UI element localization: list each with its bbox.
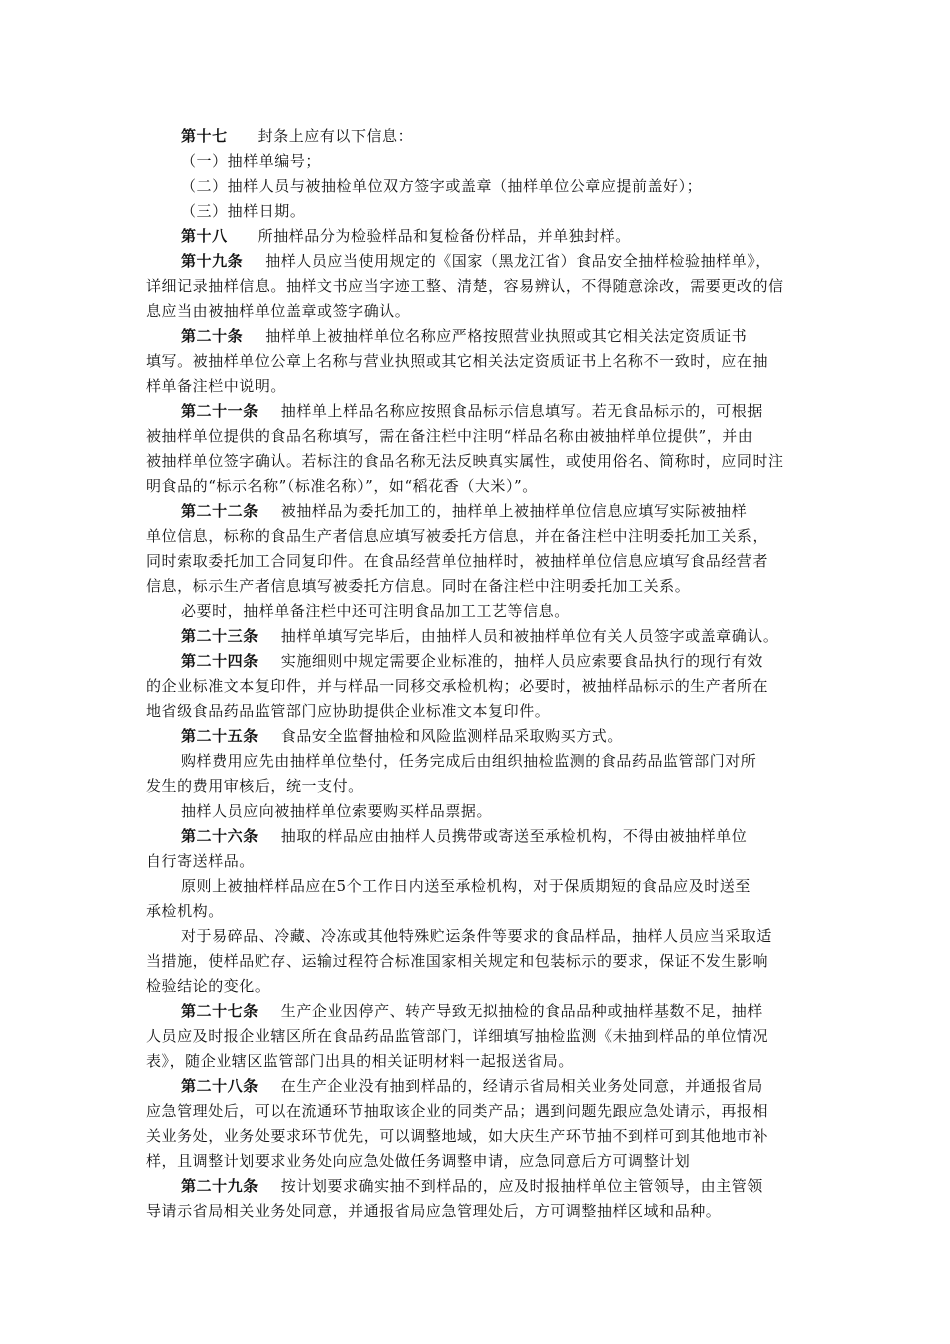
paragraph: 必要时，抽样单备注栏中还可注明食品加工工艺等信息。 (181, 602, 570, 620)
text-line: 人员应及时报企业辖区所在食品药品监管部门，详细填写抽检监测《未抽到样品的单位情况 (146, 1027, 769, 1045)
article-28 (146, 1074, 818, 1099)
paragraph: 原则上被抽样样品应在5个工作日内送至承检机构，对于保质期短的食品应及时送至 (181, 877, 751, 895)
article-heading: 第二十八条 (181, 1077, 259, 1095)
article-text: 抽样单上被抽样单位名称应严格按照营业执照或其它相关法定资质证书 (265, 327, 748, 345)
text-line: 被抽样单位提供的食品名称填写，需在备注栏中注明“样品名称由被抽样单位提供”，并由 (146, 427, 754, 445)
article-text: 抽样人员应当使用规定的《国家（黑龙江省）食品安全抽样检验抽样单》， (265, 252, 771, 270)
article-18 (146, 224, 818, 249)
text-line: 导请示省局相关业务处同意，并通报省局应急管理处后，方可调整抽样区域和品种。 (146, 1202, 722, 1220)
text-line: 填写。被抽样单位公章上名称与营业执照或其它相关法定资质证书上名称不一致时，应在抽 (146, 352, 769, 370)
text-line: 关业务处，业务处要求环节优先，可以调整地域，如大庆生产环节抽不到样可到其他地市补 (146, 1127, 769, 1145)
article-27 (146, 999, 818, 1024)
article-text: 被抽样品为委托加工的，抽样单上被抽样单位信息应填写实际被抽样 (280, 502, 748, 520)
article-heading: 第二十六条 (181, 827, 259, 845)
text-line: 样单备注栏中说明。 (146, 377, 286, 395)
text-line: 承检机构。 (146, 902, 224, 920)
text-line: 息应当由被抽样单位盖章或签字确认。 (146, 302, 411, 320)
text-line: 发生的费用审核后，统一支付。 (146, 777, 364, 795)
article-26 (146, 824, 818, 849)
article-text: 在生产企业没有抽到样品的，经请示省局相关业务处同意，并通报省局 (280, 1077, 763, 1095)
article-22 (146, 499, 818, 524)
text-line: 地省级食品药品监管部门应协助提供企业标准文本复印件。 (146, 702, 551, 720)
article-17 (146, 124, 818, 149)
text-line: 单位信息，标称的食品生产者信息应填写被委托方信息，并在备注栏中注明委托加工关系， (146, 527, 769, 545)
article-heading: 第二十五条 (181, 727, 259, 745)
text-line: 信息，标示生产者信息填写被委托方信息。同时在备注栏中注明委托加工关系。 (146, 577, 691, 595)
article-text: 按计划要求确实抽不到样品的，应及时报抽样单位主管领导，由主管领 (280, 1177, 763, 1195)
text-line: 样，且调整计划要求业务处向应急处做任务调整申请，应急同意后方可调整计划 (146, 1152, 691, 1170)
article-19 (146, 249, 818, 274)
list-item: （二）抽样人员与被抽检单位双方签字或盖章（抽样单位公章应提前盖好）； (181, 177, 703, 195)
article-25 (146, 724, 818, 749)
article-heading: 第二十三条 (181, 627, 259, 645)
paragraph: 抽样人员应向被抽样单位索要购买样品票据。 (181, 802, 493, 820)
article-heading: 第十九条 (181, 252, 244, 270)
text-line: 检验结论的变化。 (146, 977, 271, 995)
paragraph: 购样费用应先由抽样单位垫付，任务完成后由组织抽检监测的食品药品监管部门对所 (181, 752, 757, 770)
text-line: 表》，随企业辖区监管部门出具的相关证明材料一起报送省局。 (146, 1052, 574, 1070)
list-item: （三）抽样日期。 (181, 202, 306, 220)
text-line: 自行寄送样品。 (146, 852, 255, 870)
paragraph: 对于易碎品、冷藏、冷冻或其他特殊贮运条件等要求的食品样品，抽样人员应当采取适 (181, 927, 772, 945)
article-text: 抽取的样品应由抽样人员携带或寄送至承检机构，不得由被抽样单位 (280, 827, 748, 845)
article-text: 抽样单填写完毕后，由抽样人员和被抽样单位有关人员签字或盖章确认。 (280, 627, 779, 645)
article-text: 食品安全监督抽检和风险监测样品采取购买方式。 (280, 727, 623, 745)
text-line: 当措施，使样品贮存、运输过程符合标准国家相关规定和包装标示的要求，保证不发生影响 (146, 952, 769, 970)
article-heading: 第二十条 (181, 327, 244, 345)
text-line: 应急管理处后，可以在流通环节抽取该企业的同类产品；遇到问题先跟应急处请示，再报相 (146, 1102, 769, 1120)
article-21 (146, 399, 818, 424)
text-line: 同时索取委托加工合同复印件。在食品经营单位抽样时，被抽样单位信息应填写食品经营者 (146, 552, 769, 570)
article-20 (146, 324, 818, 349)
article-29 (146, 1174, 818, 1199)
article-heading: 第十八 (181, 227, 228, 245)
document-body (146, 124, 818, 1224)
article-text: 封条上应有以下信息： (257, 127, 414, 145)
article-text: 生产企业因停产、转产导致无拟抽检的食品品种或抽样基数不足，抽样 (280, 1002, 763, 1020)
article-heading: 第十七 (181, 127, 228, 145)
text-line: 明食品的“标示名称”（标准名称）”，如“稻花香（大米）”。 (146, 477, 538, 495)
article-heading: 第二十七条 (181, 1002, 259, 1020)
article-23 (146, 624, 818, 649)
article-heading: 第二十一条 (181, 402, 259, 420)
article-heading: 第二十四条 (181, 652, 259, 670)
article-24 (146, 649, 818, 674)
text-line: 被抽样单位签字确认。若标注的食品名称无法反映真实属性，或使用俗名、简称时，应同时注 (146, 452, 784, 470)
article-heading: 第二十九条 (181, 1177, 259, 1195)
text-line: 的企业标准文本复印件，并与样品一同移交承检机构；必要时，被抽样品标示的生产者所在 (146, 677, 769, 695)
article-text: 所抽样品分为检验样品和复检备份样品，并单独封样。 (257, 227, 631, 245)
list-item: （一）抽样单编号； (181, 152, 321, 170)
article-heading: 第二十二条 (181, 502, 259, 520)
article-text: 实施细则中规定需要企业标准的，抽样人员应索要食品执行的现行有效 (280, 652, 763, 670)
text-line: 详细记录抽样信息。抽样文书应当字迹工整、清楚，容易辨认，不得随意涂改，需要更改的信 (146, 277, 784, 295)
article-text: 抽样单上样品名称应按照食品标示信息填写。若无食品标示的，可根据 (280, 402, 763, 420)
